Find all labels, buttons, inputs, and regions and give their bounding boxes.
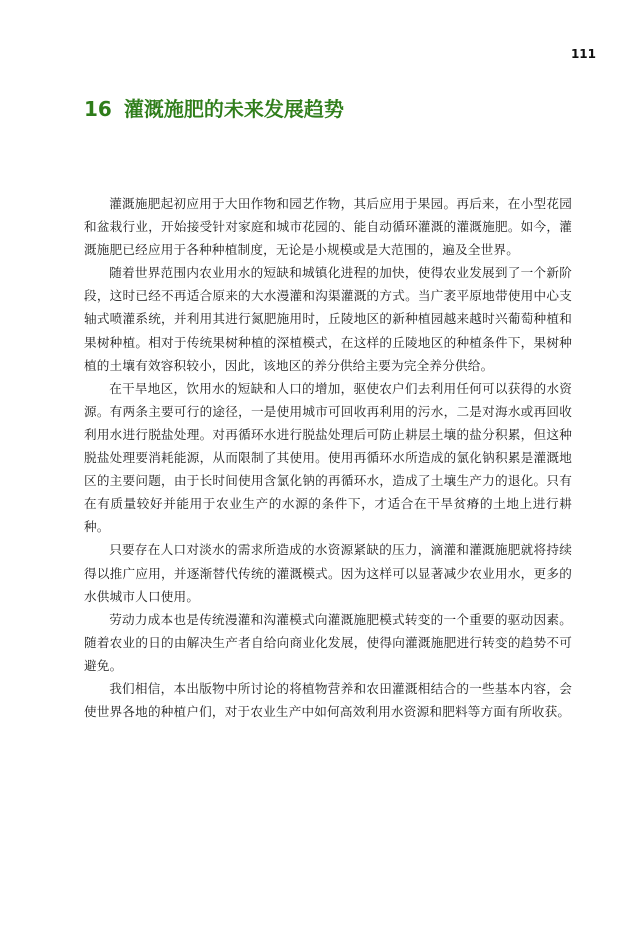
paragraph: 在干旱地区，饮用水的短缺和人口的增加，驱使农户们去利用任何可以获得的水资源。有两条主要可行的途径，一是使用城市可回收再利用的污水，二是对海水或再回收利用水进行脱盐处理。对再循环水进行脱盐处理后可防止耕层土壤的盐分积累，但这种脱盐处理要消耗能源，从而限制了其使用。使用再循环水所造成的氯化钠积累是灌溉地区的主要问题，由于长时间使用含氯化钠的再循环水，造成了土壤生产力的退化。只有在有质量较好并能用于农业生产的水源的条件下，才适合在干旱贫瘠的土地上进行耕种。 xyxy=(84,380,572,535)
paragraph: 随着世界范围内农业用水的短缺和城镇化进程的加快，使得农业发展到了一个新阶段，这时已经不再适合原来的大水漫灌和沟渠灌溉的方式。当广袤平原地带使用中心支轴式喷灌系统，并利用其进行氮肥施用时，丘陵地区的新种植园越来越时兴葡萄种植和果树种植。相对于传统果树种植的深植模式，在这样的丘陵地区的种植条件下，果树种植的土壤有效容积较小，因此，该地区的养分供给主要为完全养分供给。 xyxy=(84,265,572,373)
paragraph: 我们相信，本出版物中所讨论的将植物营养和农田灌溉相结合的一些基本内容，会使世界各地的种植户们，对于农业生产中如何高效利用水资源和肥料等方面有所收获。 xyxy=(84,680,572,720)
page-number: 111 xyxy=(570,47,596,61)
paragraph: 劳动力成本也是传统漫灌和沟灌模式向灌溉施肥模式转变的一个重要的驱动因素。随着农业的日的由解决生产者自给向商业化发展，使得向灌溉施肥进行转变的趋势不可避免。 xyxy=(84,611,572,673)
paragraph: 只要存在人口对淡水的需求所造成的水资源紧缺的压力，滴灌和灌溉施肥就将持续得以推广应用，并逐渐替代传统的灌溉模式。因为这样可以显著减少农业用水，更多的水供城市人口使用。 xyxy=(84,542,572,604)
body-text xyxy=(84,192,572,723)
paragraph: 灌溉施肥起初应用于大田作物和园艺作物，其后应用于果园。再后来，在小型花园和盆栽行业，开始接受针对家庭和城市花园的、能自动循环灌溉的灌溉施肥。如今，灌溉施肥已经应用于各种种植制度，无论是小规模或是大范围的，遍及全世界。 xyxy=(84,196,572,258)
chapter-number: 16 xyxy=(84,97,112,121)
chapter-title xyxy=(84,93,344,122)
chapter-title-text: 灌溉施肥的未来发展趋势 xyxy=(123,97,344,121)
